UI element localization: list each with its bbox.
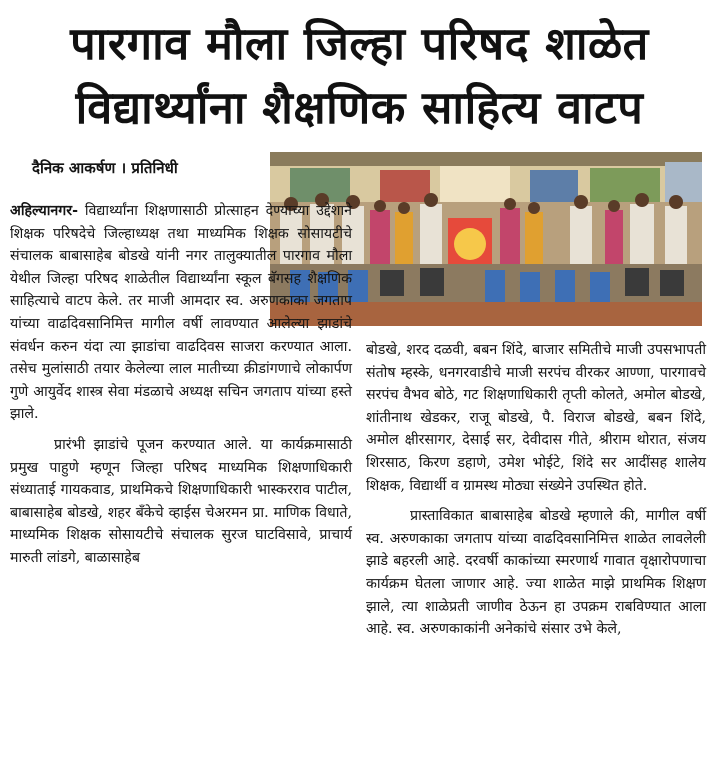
dateline: अहिल्यानगर- (10, 203, 78, 219)
article-right-column (366, 339, 706, 641)
paragraph-text: विद्यार्थ्यांना शिक्षणासाठी प्रोत्साहन देण्याच्या उद्देशाने शिक्षक परिषदेचे जिल्हाध्यक्ष तथा माध्यमिक शिक्षक सोसायटीचे संचालक बाबासाहेब बोडखे यांनी नगर तालुक्यातील पारगाव मौला येथील जिल्हा परिषद शाळेतील विद्यार्थ्यांना स्कूल बॅगसह शैक्षणिक साहित्याचे वाटप केले. तर माजी आमदार स्व. अरुणकाका जगताप यांच्या वाढदिवसानिमित्त मागील वर्षी लावण्यात आलेल्या झाडांचे संवर्धन करुन यंदा त्या झाडांचा वाढदिवस साजरा करण्यात आला. तसेच मुलांसाठी तयार केलेल्या लाल मातीच्या क्रीडांगणाचे लोकार्पण गुणे आयुर्वेद शास्त्र सेवा मंडळाचे अध्यक्ष सचिन जगताप यांच्या हस्ते झाले. (10, 203, 352, 423)
headline-line-1: पारगाव मौला जिल्हा परिषद शाळेत (70, 17, 649, 70)
headline-line-2: विद्यार्थ्यांना शैक्षणिक साहित्य वाटप (75, 81, 644, 134)
article-paragraph (10, 200, 352, 426)
article-left-column (10, 200, 352, 570)
article-paragraph: प्रारंभी झाडांचे पूजन करण्यात आले. या कार्यक्रमासाठी प्रमुख पाहुणे म्हणून जिल्हा परिषद माध्यमिक शिक्षणाधिकारी संध्याताई गायकवाड, प्राथमिकचे शिक्षणाधिकारी भास्करराव पाटील, बाबासाहेब बोडखे, शहर बँकेचे व्हाईस चेअरमन प्रा. माणिक विधाते, माध्यमिक शिक्षक सोसायटीचे संचालक सुरज घाटविसावे, प्राचार्य मारुती लांडगे, बाळासाहेब (10, 436, 352, 566)
article-paragraph: बोडखे, शरद दळवी, बबन शिंदे, बाजार समितीचे माजी उपसभापती संतोष म्हस्के, धनगरवाडीचे माजी सरपंच वीरकर आण्णा, पारगावचे सरपंच वैभव बोठे, गट शिक्षणाधिकारी तृप्ती कोलते, अमोल बोडखे, शांतीनाथ खेडकर, राजू बोडखे, पै. विराज बोडखे, बबन शिंदे, अमोल क्षीरसागर, देसाई सर, देवीदास गीते, श्रीराम थोरात, संजय शिरसाठ, किरण डहाणे, उमेश भोईटे, शिंदे सर आदींसह शालेय शिक्षक, विद्यार्थी व ग्रामस्थ मोठ्या संख्येने उपस्थित होते. (366, 342, 706, 494)
headline (0, 0, 719, 150)
article-paragraph: प्रास्ताविकात बाबासाहेब बोडखे म्हणाले की, मागील वर्षी स्व. अरुणकाका जगताप यांच्या वाढदिवसानिमित्त शाळेत लावलेली झाडे बहरली आहे. दरवर्षी काकांच्या स्मरणार्थ गावात वृक्षारोपणाचा कार्यक्रम घेतला जाणार आहे. ज्या शाळेत माझे प्राथमिक शिक्षण झाले, त्या शाळेप्रती जाणीव ठेऊन हा उपक्रम राबविण्यात आला आहे. स्व. अरुणकाकांनी अनेकांचे संसार उभे केले, (366, 508, 706, 638)
byline: दैनिक आकर्षण । प्रतिनिधी (32, 159, 178, 177)
